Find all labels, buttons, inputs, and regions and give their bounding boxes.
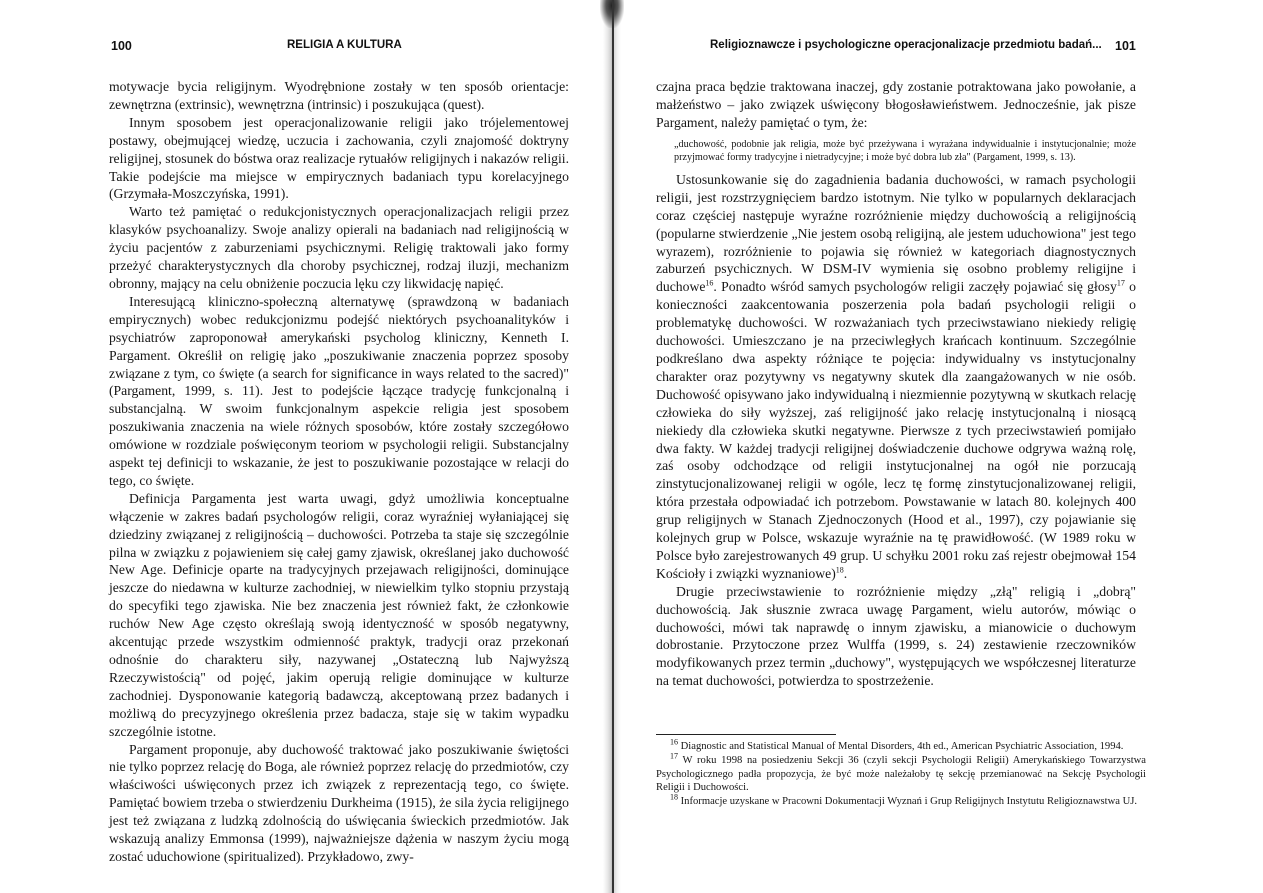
block-quote: „duchowość, podobnie jak religia, może być przeżywana i wyrażana indywidualnie i instytucjonalnie; może przyjmować formy tradycyjne i nietradycyjne; i może być dobra lub zła" (Pargament, 1999, s. 13).	[674, 138, 1136, 164]
right-page-number: 101	[1115, 39, 1136, 53]
left-page	[0, 0, 606, 893]
right-running-head: Religioznawcze i psychologiczne operacjonalizacje przedmiotu badań...	[710, 39, 1102, 51]
right-page	[618, 0, 1263, 893]
gutter-line	[612, 0, 614, 893]
footnote-ref: 18	[835, 565, 844, 575]
left-body-text	[109, 78, 569, 866]
paragraph: Ustosunkowanie się do zagadnienia badania duchowości, w ramach psychologii religii, jest rozstrzygnięciem bardzo istotnym. Nie tylko w popularnych deklaracjach coraz częściej następuje wyraźne rozróżnienie między duchowością a religijnością (popularne stwierdzenie „Nie jestem osobą religijną, ale jestem uduchowiona" jest tego wyrazem), rozróżnienie to pojawia się również w kategoriach diagnostycznych zaburzeń psychicznych. W DSM-IV wymienia się osobno problemy religijne i duchowe$^{16}$. Ponadto wśród samych psychologów religii zaczęły pojawiać się głosy$^{17}$ o konieczności zaakcentowania poszerzenia pola badań psychologii religii o problematykę duchowości. W rozważaniach tych przeciwstawiano niekiedy religię duchowości. Umieszczano je na przeciwległych krańcach kontinuum. Szczególnie podkreślano dwa aspekty różniące te pojęcia: indywidualny vs instytucjonalny charakter oraz pozytywny vs negatywny skutek dla zaangażowanych w nie osób. Duchowość opisywano jako indywidualną i niezmiennie pozytywną w skutkach relację człowieka do siły wyższej, zaś religijność jako relację instytucjonalną i niosącą niekiedy dla człowieka skutki negatywne. Pierwsze z tych przeciwstawień pomijało dwa fakty. W każdej tradycji religijnej doświadczenie duchowe odgrywa ważną rolę, zaś osoby odchodzące od religii instytucjonalnej na ogół nie porzucają zinstytucjonalizowanej religii w ogóle, lecz tę formę zinstytucjonalizowanej religii, która przestała odpowiadać ich potrzebom. Powstawanie w latach 80. kolejnych 400 grup religijnych w Stanach Zjednoczonych (Hood et al., 1997), czy pojawianie się kolejnych grup w Polsce, wskazuje wyraźnie na tę prawidłowość. (W 1989 roku w Polsce było zarejestrowanych 49 grup. U schyłku 2001 roku zaś rejestr obejmował 154 Kościoły i związki wyznaniowe)$^{18}$.	[656, 171, 1137, 581]
paragraph: Warto też pamiętać o redukcjonistycznych operacjonalizacjach religii przez klasyków psychoanalizy. Swoje analizy opierali na badaniach nad religijnością w życiu pacjentów z zaburzeniami psychicznymi. Religię traktowali jako formy przeżyć charakterystycznych dla choroby psychicznej, rodzaj iluzji, mechanizm obronny, mający na celu obniżenie poczucia lęku czy likwidację napięć.	[109, 204, 569, 291]
footnote-number: 16	[670, 737, 678, 747]
footnote-number: 18	[670, 792, 678, 802]
footnote: $^{18}$ Informacje uzyskane w Pracowni Dokumentacji Wyznań i Grup Religijnych Instytutu Religioznawstwa UJ.	[670, 792, 1138, 808]
paragraph: Innym sposobem jest operacjonalizowanie religii jako trójelementowej postawy, obejmującej wiedzę, uczucia i zachowania, czyli znajomość doktryny religijnej, stosunek do bóstwa oraz realizacje rytuałów religijnych i nakazów religii. Takie podejście ma miejsce w empirycznych badaniach typu korelacyjnego (Grzymała-Moszczyńska, 1991).	[109, 114, 569, 202]
paragraph: motywacje bycia religijnym. Wyodrębnione zostały w ten sposób orientacje: zewnętrzna (extrinsic), wewnętrzna (intrinsic) i poszukująca (quest).	[109, 79, 569, 112]
footnote-ref: 16	[705, 278, 714, 288]
footnote: $^{17}$ W roku 1998 na posiedzeniu Sekcji 36 (czyli sekcji Psychologii Religii) Amerykańskiego Towarzystwa Psychologicznego padła propozycja, że być może należałoby tę sekcję przemianować na Sekcję Psychologii Religii i Duchowości.	[656, 751, 1146, 793]
footnote-divider	[656, 734, 836, 735]
paragraph: Pargament proponuje, aby duchowość traktować jako poszukiwanie świętości nie tylko poprzez relację do Boga, ale również poprzez relację do przedmiotów, czy właściwości uświęconych przez ich związek z reprezentacją tego, co święte. Pamiętać bowiem trzeba o stwierdzeniu Durkheima (1915), że sila życia religijnego jest też związana z ludzką zdolnością do uświęcania świeckich przedmiotów. Jak wskazują analizy Emmonsa (1999), najważniejsze dążenia w naszym życiu mogą zostać uduchowione (spiritualized). Przykładowo, zwy-	[109, 741, 569, 864]
footnote: $^{16}$ Diagnostic and Statistical Manual of Mental Disorders, 4th ed., American Psychiatric Association, 1994.	[670, 737, 1124, 752]
paragraph: Interesującą kliniczno-społeczną alternatywę (sprawdzoną w badaniach empirycznych) wobec redukcjonizmu podejść niektórych psychoanalityków i psychiatrów zaproponował amerykański psycholog kliniczny, Kenneth I. Pargament. Określił on religię jako „poszukiwanie znaczenia poprzez sposoby związane z tym, co święte (a search for significance in ways related to the sacred)" (Pargament, 1999, s. 11). Jest to podejście łączące tradycję funkcjonalną i substancjalną. W swoim funkcjonalnym aspekcie religia jest sposobem poszukiwania znaczenia na wiele różnych sposobów, które zostały szczegółowo omówione w rozdziale poświęconym teoriom w psychologii religii. Substancjalny aspekt tej definicji to wskazanie, że jest to poszukiwanie pozostające w relacji do tego, co święte.	[109, 293, 569, 488]
left-running-head: RELIGIA A KULTURA	[287, 39, 402, 51]
left-page-number: 100	[111, 39, 132, 53]
footnotes	[656, 737, 1146, 809]
footnote-number: 17	[670, 751, 678, 761]
paragraph: Definicja Pargamenta jest warta uwagi, gdyż umożliwia konceptualne włączenie w zakres badań psychologów religii, coraz wyraźniej wyłaniającej się dziedziny związanej z religijnością – duchowości. Potrzeba ta staje się szczególnie pilna w związku z pojawieniem się całej gamy zjawisk, określanej jako duchowość New Age. Definicje oparte na tradycyjnych przejawach religijności, dominujące jeszcze do niedawna w kulturze zachodniej, w niewielkim tylko stopniu przystają do specyfiki tego zjawiska. Nie bez znaczenia jest również fakt, że członkowie ruchów New Age często określają swoją identyczność w sposób negatywny, akcentując przede wszystkim odmienność praktyk, tradycji oraz przekonań odnośnie do charakteru siły, nazywanej „Ostateczną lub Najwyższą Rzeczywistością" od pojęć, jakim operują religie dominujące w kulturze zachodniej. Dysponowanie kategorią badawczą, akceptowaną przez badanych i możliwą do precyzyjnego określenia przez badacza, staje się w takim wypadku szczególnie istotne.	[109, 490, 569, 739]
paragraph: Drugie przeciwstawienie to rozróżnienie między „złą" religią i „dobrą" duchowością. Jak słusznie zwraca uwagę Pargament, wielu autorów, mówiąc o duchowości, mówi tak naprawdę o innym zjawisku, a mianowicie o duchowym dobrostanie. Przytoczone przez Wulffa (1999, s. 24) zestawienie rzeczowników modyfikowanych przez termin „duchowy", występujących we współczesnej literaturze na temat duchowości, potwierdza to spostrzeżenie.	[656, 583, 1136, 689]
paragraph: czajna praca będzie traktowana inaczej, gdy zostanie potraktowana jako powołanie, a małżeństwo – jako związek uświęcony błogosławieństwem. Jednocześnie, jak pisze Pargament, należy pamiętać o tym, że:	[656, 79, 1136, 130]
footnote-ref: 17	[1116, 278, 1125, 288]
right-body-text	[656, 78, 1136, 690]
